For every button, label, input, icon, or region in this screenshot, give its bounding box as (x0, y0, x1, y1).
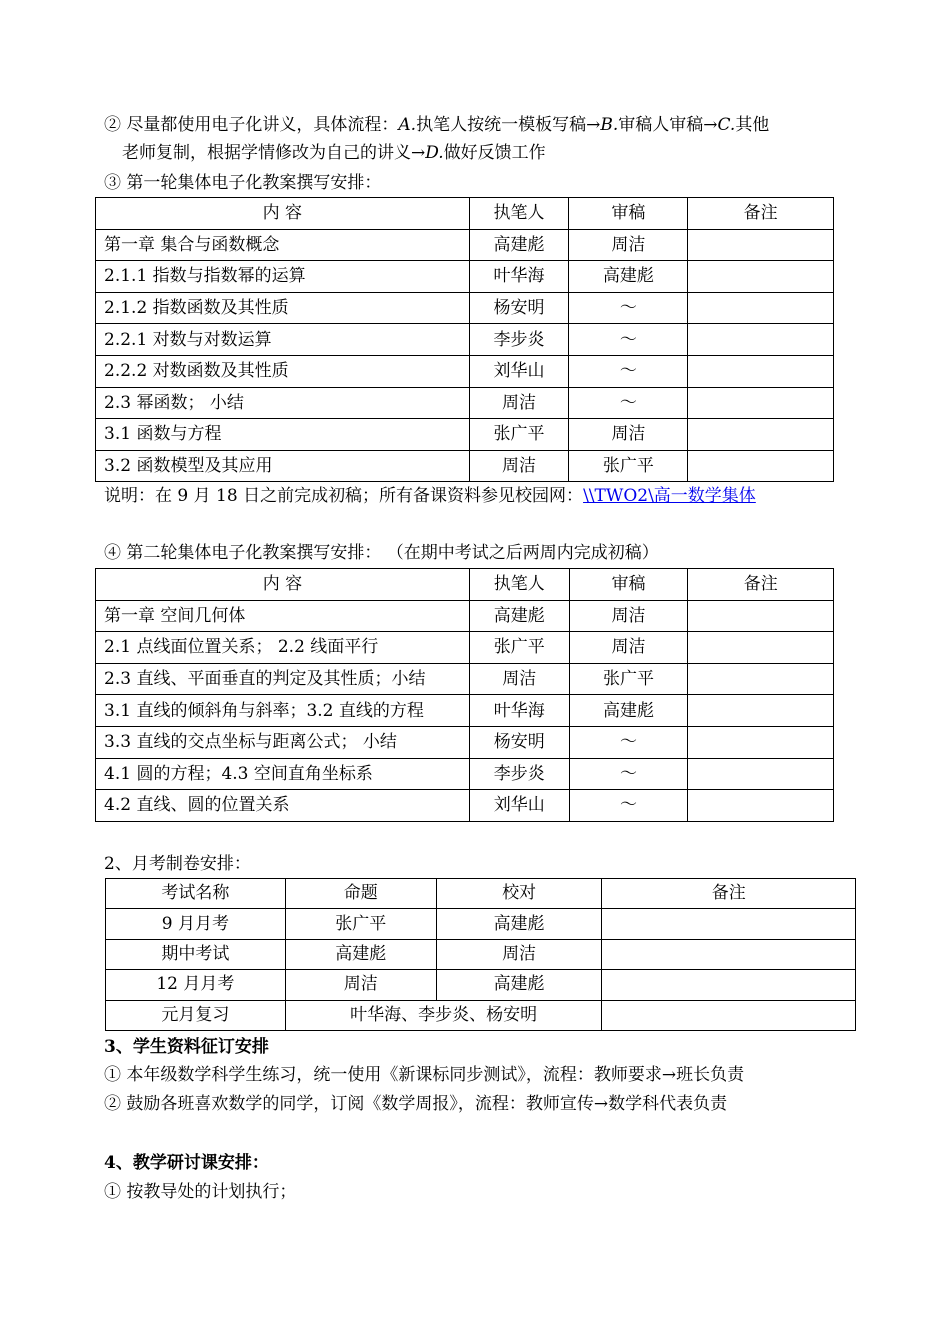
table-row (96, 695, 834, 727)
content-cell: 3.1 函数与方程 (96, 419, 470, 451)
person-cell: ～ (569, 726, 688, 758)
content-cell: 3.1 直线的倾斜角与斜率；3.2 直线的方程 (96, 695, 470, 727)
campus-net-link[interactable]: \\TWO2\高一数学集体 (583, 486, 756, 506)
note-cell (688, 790, 834, 822)
person-cell: ～ (569, 387, 688, 419)
table-row (106, 1000, 856, 1030)
note-cell (688, 632, 834, 664)
person-cell: ～ (569, 758, 688, 790)
step-b-letter: B. (600, 115, 619, 135)
table-row (96, 632, 834, 664)
table-row (96, 292, 834, 324)
person-cell: 高建彪 (569, 261, 688, 293)
person-cell: ～ (569, 292, 688, 324)
table-row (106, 909, 856, 939)
person-cell: 周洁 (469, 663, 569, 695)
person-cell: 张广平 (469, 632, 569, 664)
content-cell: 9 月月考 (106, 909, 286, 939)
content-cell: 3.3 直线的交点坐标与距离公式； 小结 (96, 726, 470, 758)
intro-line-1 (104, 114, 769, 136)
note-cell (688, 695, 834, 727)
content-cell: 2.1 点线面位置关系； 2.2 线面平行 (96, 632, 470, 664)
column-header: 备注 (688, 569, 834, 601)
note-cell (688, 600, 834, 632)
table-row (96, 387, 834, 419)
person-cell: 高建彪 (469, 229, 569, 261)
note-cell (688, 663, 834, 695)
content-cell: 2.2.1 对数与对数运算 (96, 324, 470, 356)
column-header: 审稿 (569, 198, 688, 230)
note-cell (688, 758, 834, 790)
content-cell: 2.1.2 指数函数及其性质 (96, 292, 470, 324)
table-row (106, 939, 856, 969)
column-header: 命题 (285, 879, 436, 909)
person-cell: 周洁 (285, 970, 436, 1000)
section-4-title: 4、教学研讨课安排： (104, 1153, 269, 1173)
content-cell: 3.2 函数模型及其应用 (96, 450, 470, 482)
content-cell: 第一章 集合与函数概念 (96, 229, 470, 261)
step-c-text: 其他 (735, 115, 770, 135)
step-d-letter: D. (425, 143, 444, 163)
person-cell: 高建彪 (569, 695, 688, 727)
person-cell: 高建彪 (436, 970, 602, 1000)
person-cell: 张广平 (285, 909, 436, 939)
second-round-table (95, 568, 834, 822)
item4-heading: ④ 第二轮集体电子化教案撰写安排： （在期中考试之后两周内完成初稿） (104, 543, 659, 563)
person-cell: 周洁 (569, 419, 688, 451)
column-header: 执笔人 (469, 198, 569, 230)
table-row (96, 261, 834, 293)
person-cell: ～ (569, 790, 688, 822)
first-round-table (95, 197, 834, 482)
content-cell: 元月复习 (106, 1000, 286, 1030)
person-cell: 高建彪 (436, 909, 602, 939)
table-row (96, 663, 834, 695)
note-cell (688, 387, 834, 419)
intro-line2-prefix: 老师复制，根据学情修改为自己的讲义→ (122, 143, 426, 163)
step-a-text: 执笔人按统一模板写稿→ (416, 115, 601, 135)
column-header: 校对 (436, 879, 602, 909)
person-cell: 高建彪 (469, 600, 569, 632)
person-cell: 刘华山 (469, 355, 569, 387)
person-cell: 李步炎 (469, 324, 569, 356)
step-a-letter: A. (398, 115, 417, 135)
content-cell: 期中考试 (106, 939, 286, 969)
step-c-letter: C. (717, 115, 736, 135)
person-cell: 周洁 (469, 387, 569, 419)
table-row (96, 790, 834, 822)
person-cell: 杨安明 (469, 292, 569, 324)
note-1-text: 说明：在 9 月 18 日之前完成初稿；所有备课资料参见校园网： (104, 486, 584, 506)
content-cell: 2.3 直线、平面垂直的判定及其性质；小结 (96, 663, 470, 695)
item3-heading: ③ 第一轮集体电子化教案撰写安排： (104, 173, 382, 193)
step-b-text: 审稿人审稿→ (618, 115, 718, 135)
note-cell (688, 292, 834, 324)
person-cell: 张广平 (569, 450, 688, 482)
intro-item2-prefix: ② 尽量都使用电子化讲义，具体流程： (104, 115, 399, 135)
note-cell (688, 450, 834, 482)
table-row (106, 970, 856, 1000)
table-row (96, 726, 834, 758)
section-3-item-2: ② 鼓励各班喜欢数学的同学，订阅《数学周报》，流程：教师宣传→数学科代表负责 (104, 1094, 728, 1114)
column-header: 内 容 (96, 569, 470, 601)
column-header: 执笔人 (469, 569, 569, 601)
column-header: 内 容 (96, 198, 470, 230)
merged-person-cell: 叶华海、李步炎、杨安明 (285, 1000, 602, 1030)
note-cell (688, 726, 834, 758)
note-1 (104, 485, 756, 507)
note-cell (688, 261, 834, 293)
person-cell: 周洁 (469, 450, 569, 482)
column-header: 审稿 (569, 569, 688, 601)
note-cell (602, 970, 856, 1000)
note-cell (688, 229, 834, 261)
section-3-item-1: ① 本年级数学科学生练习，统一使用《新课标同步测试》，流程：教师要求→班长负责 (104, 1065, 745, 1085)
table-header-row (106, 879, 856, 909)
person-cell: 周洁 (569, 600, 688, 632)
table-row (96, 355, 834, 387)
monthly-exam-table (105, 878, 856, 1031)
column-header: 考试名称 (106, 879, 286, 909)
table-row (96, 758, 834, 790)
content-cell: 4.1 圆的方程；4.3 空间直角坐标系 (96, 758, 470, 790)
table-header-row (96, 569, 834, 601)
table-header-row (96, 198, 834, 230)
person-cell: ～ (569, 355, 688, 387)
table-row (96, 229, 834, 261)
section-3-title: 3、学生资料征订安排 (104, 1037, 269, 1057)
note-cell (602, 1000, 856, 1030)
note-cell (688, 355, 834, 387)
table-row (96, 450, 834, 482)
content-cell: 第一章 空间几何体 (96, 600, 470, 632)
note-cell (602, 909, 856, 939)
note-cell (688, 324, 834, 356)
person-cell: 张广平 (569, 663, 688, 695)
note-cell (688, 419, 834, 451)
note-cell (602, 939, 856, 969)
content-cell: 2.1.1 指数与指数幂的运算 (96, 261, 470, 293)
person-cell: 周洁 (436, 939, 602, 969)
person-cell: 杨安明 (469, 726, 569, 758)
person-cell: 叶华海 (469, 261, 569, 293)
person-cell: 叶华海 (469, 695, 569, 727)
content-cell: 2.3 幂函数； 小结 (96, 387, 470, 419)
section-2-title: 2、月考制卷安排： (104, 854, 251, 874)
person-cell: ～ (569, 324, 688, 356)
content-cell: 4.2 直线、圆的位置关系 (96, 790, 470, 822)
content-cell: 2.2.2 对数函数及其性质 (96, 355, 470, 387)
person-cell: 刘华山 (469, 790, 569, 822)
table-row (96, 324, 834, 356)
person-cell: 周洁 (569, 229, 688, 261)
person-cell: 张广平 (469, 419, 569, 451)
person-cell: 李步炎 (469, 758, 569, 790)
table-row (96, 419, 834, 451)
table-row (96, 600, 834, 632)
section-4-item-1: ① 按教导处的计划执行； (104, 1182, 297, 1202)
person-cell: 高建彪 (285, 939, 436, 969)
column-header: 备注 (688, 198, 834, 230)
intro-line-2 (122, 142, 546, 164)
content-cell: 12 月月考 (106, 970, 286, 1000)
column-header: 备注 (602, 879, 856, 909)
person-cell: 周洁 (569, 632, 688, 664)
step-d-text: 做好反馈工作 (443, 143, 546, 163)
